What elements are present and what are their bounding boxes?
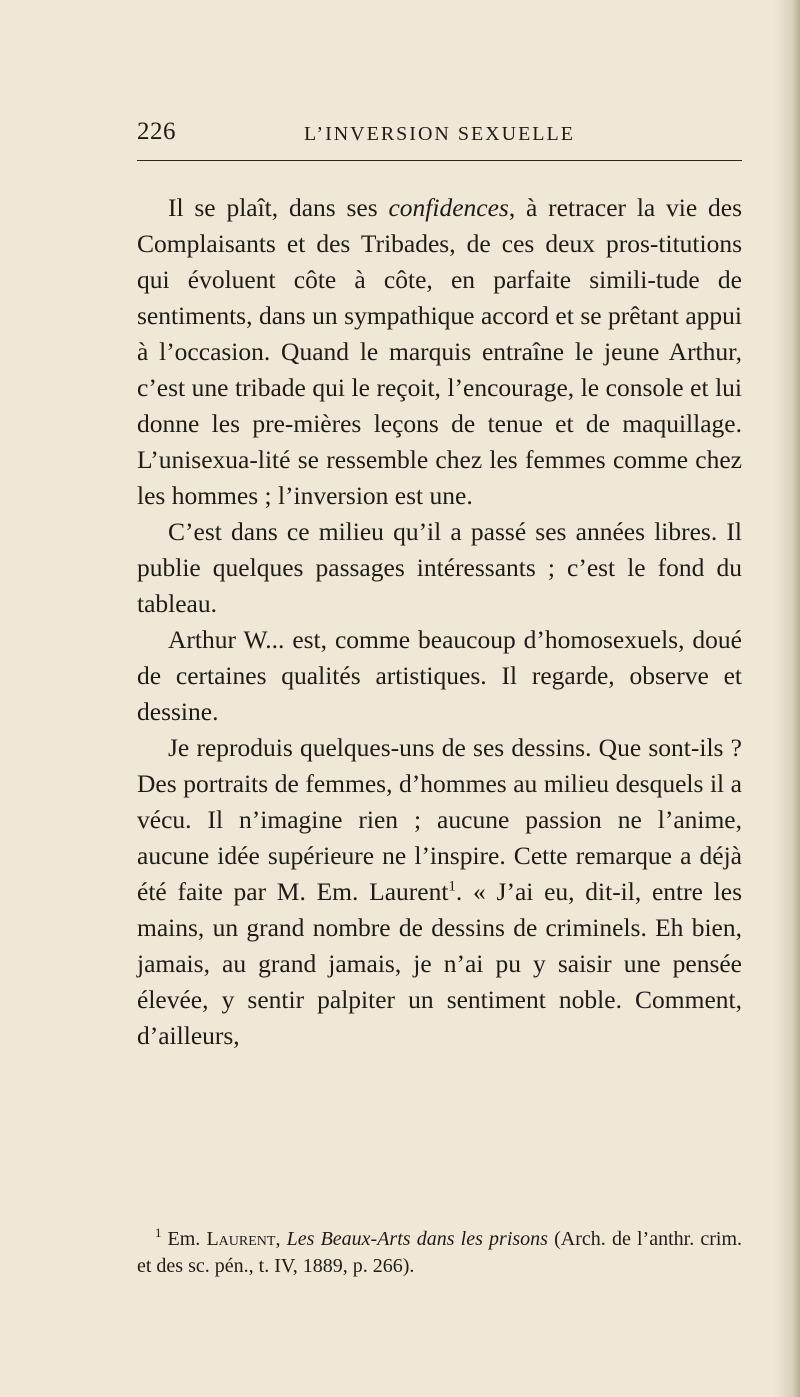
footnote-author-initial: Em.: [167, 1228, 207, 1250]
body-text: [137, 190, 742, 1054]
paragraph-4-text-a: Je reproduis quelques-uns de ses dessins. Que sont-ils ? Des portraits de femmes, d’hommes au milieu desquels il a vécu. Il n’imagine rien ; aucune passion ne l’anime, aucune idée supérieure ne l’inspire. Cette remarque a déjà été faite par M. Em. Laurent: [137, 733, 742, 906]
footnote-separator: ,: [275, 1228, 287, 1250]
footnote-title: Les Beaux-Arts dans les prisons: [286, 1228, 548, 1250]
footnote-citation: (Arch. de l’anthr. crim. et des sc. pén., t. IV, 1889, p. 266).: [137, 1228, 743, 1277]
paragraph-1-text-a: Il se plaît, dans ses: [168, 193, 389, 222]
footnote-reference: 1: [448, 878, 456, 895]
footnote-author-surname: Laurent: [206, 1228, 276, 1250]
header-rule: [137, 160, 742, 161]
paragraph-1: [137, 190, 742, 514]
paragraph-4-text-b: . « J’ai eu, dit-il, entre les mains, un grand nombre de dessins de criminels. Eh bien, jamais, au grand jamais, je n’ai pu y saisir une pensée élevée, y sentir palpiter un sentiment noble. Comment, d’ailleurs,: [137, 877, 743, 1050]
running-head: [137, 118, 742, 152]
page-number: 226: [137, 118, 176, 145]
paragraph-4: [137, 730, 742, 1054]
paragraph-3: Arthur W... est, comme beaucoup d’homosexuels, doué de certaines qualités artistiques. Il regarde, observe et dessine.: [137, 625, 742, 726]
paragraph-2: C’est dans ce milieu qu’il a passé ses années libres. Il publie quelques passages intéressants ; c’est le fond du tableau.: [137, 517, 742, 618]
page-edge-shadow: [774, 0, 800, 1397]
running-title: L’INVERSION SEXUELLE: [304, 123, 575, 145]
footnote-marker: 1: [155, 1225, 162, 1241]
footnote: [137, 1226, 742, 1280]
paragraph-1-italic: confidences: [388, 193, 509, 222]
paragraph-1-text-b: , à retracer la vie des Complaisants et des Tribades, de ces deux pros-titutions qui évoluent côte à côte, en parfaite simili-tude de sentiments, dans un sympathique accord et se prêtant appui à l’occasion. Quand le marquis entraîne le jeune Arthur, c’est une tribade qui le reçoit, l’encourage, le console et lui donne les pre-mières leçons de tenue et de maquillage. L’unisexua-lité se ressemble chez les femmes comme chez les hommes ; l’inversion est une.: [137, 193, 742, 510]
